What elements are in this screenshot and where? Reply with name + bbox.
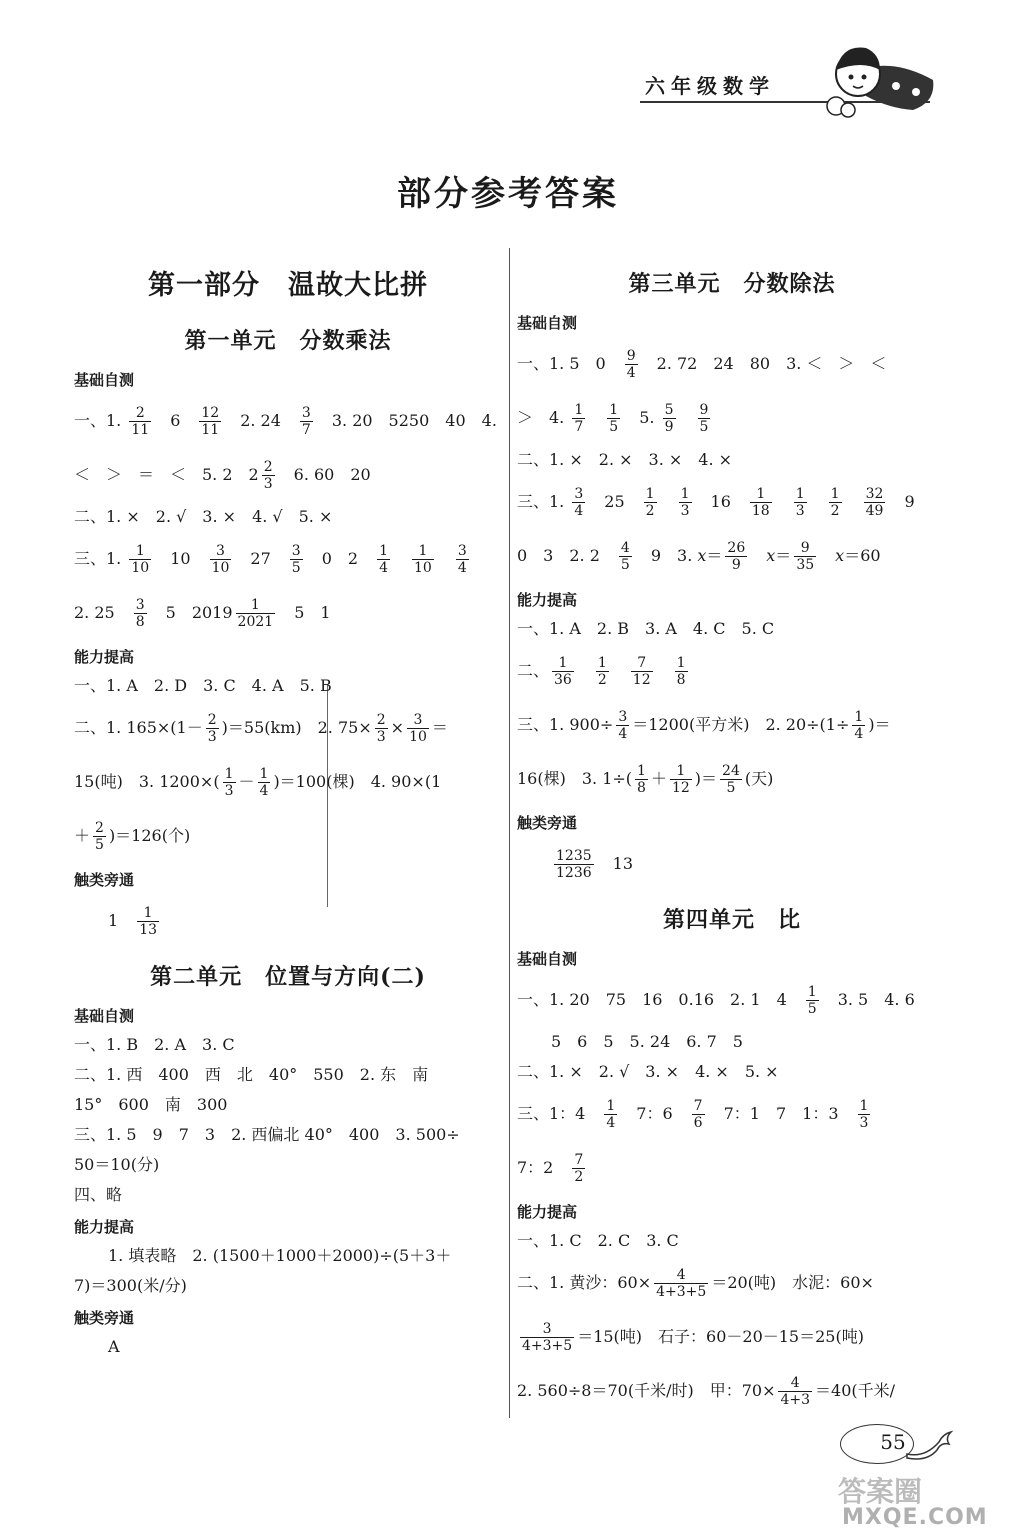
unit4-title: 第四单元 比	[662, 907, 801, 933]
answer-line: 15° 600 南 300	[74, 1095, 228, 1114]
section-extend: 触类旁通	[74, 871, 135, 889]
answer-line: $\frac{1235}{1236}$ 13	[556, 848, 634, 881]
answer-line: ＞ 4. $\frac{1}{7}$ $\frac{1}{5}$ 5. $\frac{5}{9}$ $\frac{9}{5}$	[517, 402, 709, 435]
section-basic: 基础自测	[517, 950, 578, 968]
answer-line: 1 $\frac{1}{13}$	[108, 905, 158, 938]
answer-line: 二、1. × 2. × 3. × 4. ×	[517, 450, 733, 469]
answer-line: 一、1. C 2. C 3. C	[517, 1231, 679, 1250]
answer-line: ＜ ＞ ＝ ＜ 5. 2 2 $\frac{2}{3}$ 6. 60 20	[74, 459, 371, 492]
unit2-title: 第二单元 位置与方向(二)	[150, 964, 426, 990]
answer-line: 5 6 5 5. 24 6. 7 5	[551, 1032, 743, 1051]
answer-line: 1. 填表略 2. (1500＋1000＋2000)÷(5＋3＋	[108, 1246, 452, 1265]
answer-line: 7)＝300(米/分)	[74, 1276, 187, 1295]
answer-line: 二、1. 165×(1－ $\frac{2}{3}$ )＝55(km) 2. 75× $\frac{2}{3}$ × $\frac{3}{10}$ ＝	[74, 712, 448, 745]
answer-line: 一、1. $\frac{2}{11}$ 6 $\frac{12}{11}$ 2. 24 $\frac{3}{7}$ 3. 20 5250 40 4.	[74, 405, 497, 438]
watermark-logo: 答案圈	[838, 1475, 923, 1508]
answer-line: 一、1. 5 0 $\frac{9}{4}$ 2. 72 24 80 3. ＜ ＞ ＜	[517, 348, 887, 381]
answer-line: 50＝10(分)	[74, 1155, 160, 1174]
answer-line: 三、1. 5 9 7 3 2. 西偏北 40° 400 3. 500÷	[74, 1125, 460, 1144]
page-number: 55	[880, 1430, 906, 1454]
answer-line: 二、1. 西 400 西 北 40° 550 2. 东 南	[74, 1065, 429, 1084]
section-improve: 能力提高	[74, 1218, 135, 1236]
answer-line: ＋ $\frac{2}{5}$ )＝126(个)	[74, 820, 191, 853]
answer-line: 7：2 $\frac{7}{2}$	[517, 1152, 584, 1185]
left-column	[74, 255, 502, 1362]
answer-line: 二、1. × 2. √ 3. × 4. × 5. ×	[517, 1062, 779, 1081]
answer-line: 2. 560÷8＝70(千米/时) 甲：70× $\frac{4}{4+3}$ ＝40(千米/	[517, 1375, 896, 1408]
mascot-girl-icon	[818, 40, 936, 120]
answer-line: $\frac{3}{4+3+5}$ ＝15(吨) 石子：60－20－15＝25(吨)	[522, 1321, 864, 1354]
answer-line: 16(棵) 3. 1÷( $\frac{1}{8}$ ＋ $\frac{1}{12}$ )＝ $\frac{24}{5}$ (天)	[517, 763, 774, 796]
answer-line: 2. 25 $\frac{3}{8}$ 5 2019 $\frac{1}{2021}$ 5 1	[74, 597, 331, 630]
page-title: 部分参考答案	[397, 174, 619, 214]
answer-line: 一、1. A 2. B 3. A 4. C 5. C	[517, 619, 775, 638]
answer-line: 一、1. B 2. A 3. C	[74, 1035, 235, 1054]
answer-line: 15(吨) 3. 1200×( $\frac{1}{3}$ － $\frac{1}{4}$ )＝100(棵) 4. 90×(1	[74, 766, 442, 799]
answer-line: 一、1. 20 75 16 0.16 2. 1 4 $\frac{1}{5}$ 3. 5 4. 6	[517, 984, 915, 1017]
answer-line: 四、略	[74, 1185, 123, 1204]
answer-line: A	[108, 1337, 120, 1356]
section-basic: 基础自测	[74, 371, 135, 389]
section-basic: 基础自测	[74, 1007, 135, 1025]
column-divider	[509, 248, 510, 1418]
book-title: 六年级数学	[645, 74, 775, 98]
answer-line: 三、1. 900÷ $\frac{3}{4}$ ＝1200(平方米) 2. 20÷(1÷ $\frac{1}{4}$ )＝	[517, 709, 891, 742]
whale-tail-icon	[905, 1428, 955, 1462]
unit1-title: 第一单元 分数乘法	[184, 328, 392, 354]
answer-line: 三、1：4 $\frac{1}{4}$ 7：6 $\frac{7}{6}$ 7：1 7 1：3 $\frac{1}{3}$	[517, 1098, 869, 1131]
section-improve: 能力提高	[517, 1203, 578, 1221]
answer-line: 三、1. $\frac{3}{4}$ 25 $\frac{1}{2}$ $\frac{1}{3}$ 16 $\frac{1}{18}$ $\frac{1}{3}$ $\frac{1}{2}$ $\frac{32}{49}$ 9	[517, 486, 915, 519]
answer-line: 三、1. $\frac{1}{10}$ 10 $\frac{3}{10}$ 27 $\frac{3}{5}$ 0 2 $\frac{1}{4}$ $\frac{1}{10}$ $\frac{3}{4}$	[74, 543, 467, 576]
answer-line: 0 3 2. 2 $\frac{4}{5}$ 9 3. x＝ $\frac{26}{9}$ x＝ $\frac{9}{35}$ x＝60	[517, 540, 881, 573]
watermark-url: MXQE.COM	[842, 1505, 988, 1530]
section-extend: 触类旁通	[517, 814, 578, 832]
section-extend: 触类旁通	[74, 1309, 135, 1327]
right-column	[517, 255, 947, 1418]
unit3-title: 第三单元 分数除法	[628, 271, 836, 297]
answer-line: 二、1. 黄沙：60× $\frac{4}{4+3+5}$ ＝20(吨) 水泥：60×	[517, 1267, 874, 1300]
section-improve: 能力提高	[74, 648, 135, 666]
answer-line: 一、1. A 2. D 3. C 4. A 5. B	[74, 676, 332, 695]
answer-line: 二、 $\frac{1}{36}$ $\frac{1}{2}$ $\frac{7}{12}$ $\frac{1}{8}$	[517, 655, 686, 688]
section-improve: 能力提高	[517, 591, 578, 609]
answer-line: 二、1. × 2. √ 3. × 4. √ 5. ×	[74, 507, 333, 526]
section-basic: 基础自测	[517, 314, 578, 332]
part-title: 第一部分 温故大比拼	[148, 270, 428, 301]
